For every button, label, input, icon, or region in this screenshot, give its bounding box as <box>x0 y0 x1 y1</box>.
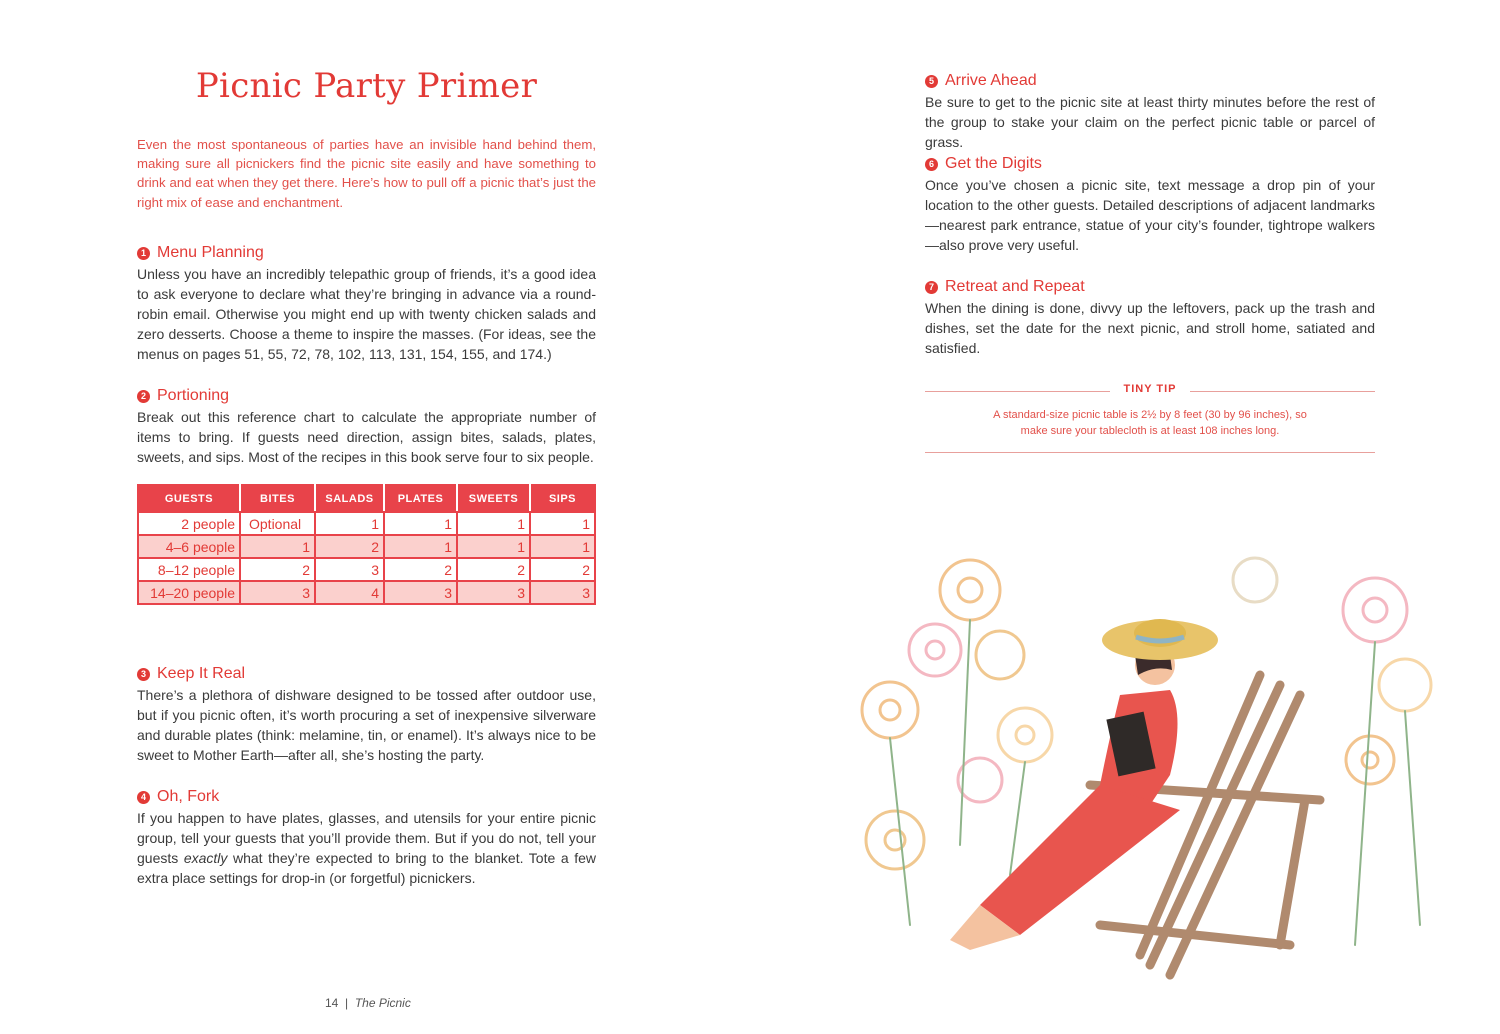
table-cell: 4–6 people <box>138 535 240 558</box>
header-sweets: SWEETS <box>457 485 530 512</box>
table-cell: 3 <box>240 581 315 604</box>
section-retreat-and-repeat <box>925 277 1375 358</box>
picnic-illustration <box>850 545 1450 1005</box>
table-cell: 3 <box>315 558 384 581</box>
header-plates: PLATES <box>384 485 457 512</box>
tip-label: TINY TIP <box>1123 383 1177 395</box>
table-cell: 1 <box>384 512 457 535</box>
header-guests: GUESTS <box>138 485 240 512</box>
table-cell: 1 <box>315 512 384 535</box>
section-keep-it-real <box>137 664 596 765</box>
table-row <box>138 558 595 581</box>
section-body: There’s a plethora of dishware designed to be tossed after outdoor use, but if you picnic often, it’s worth procuring a set of inexpensive silverware and durable plates (think: melamine, tin, or enamel). It’s always nice to be sweet to Mother Earth—after all, she’s hosting the party. <box>137 687 596 763</box>
section-portioning <box>137 386 596 467</box>
section-get-the-digits <box>925 154 1375 255</box>
page-title: Picnic Party Primer <box>195 66 538 106</box>
table-cell: 2 <box>240 558 315 581</box>
table-cell: 2 <box>457 558 530 581</box>
portioning-table <box>137 484 596 605</box>
table-header-row <box>138 485 595 512</box>
table-cell: 1 <box>530 535 595 558</box>
section-oh-fork <box>137 787 596 888</box>
section-body: Once you’ve chosen a picnic site, text message a drop pin of your location to the other guests. Detailed descriptions of adjacent landmarks—nearest park entrance, statue of your city’s founder, tightrope walkers—also prove very useful. <box>925 177 1375 253</box>
table-cell: 3 <box>530 581 595 604</box>
section-arrive-ahead <box>925 71 1375 152</box>
table-cell: 8–12 people <box>138 558 240 581</box>
section-body: Unless you have an incredibly telepathic group of friends, it’s a good idea to ask everyone to declare what they’re bringing in advance via a round-robin email. Otherwise you might end up with twenty chicken salads and zero desserts. Choose a theme to inspire the masses. (For ideas, see the menus on pages 51, 55, 72, 78, 102, 113, 131, 154, 155, and 174.) <box>137 266 596 362</box>
section-heading: Portioning <box>157 387 230 404</box>
section-heading: Retreat and Repeat <box>945 278 1085 295</box>
number-1-icon: 1 <box>137 247 150 260</box>
section-heading: Keep It Real <box>157 665 246 682</box>
page-folio: 14 | The Picnic <box>325 996 411 1010</box>
header-sips: SIPS <box>530 485 595 512</box>
section-menu-planning <box>137 243 596 364</box>
number-6-icon: 6 <box>925 158 938 171</box>
table-cell: Optional <box>240 512 315 535</box>
table-cell: 3 <box>384 581 457 604</box>
header-bites: BITES <box>240 485 315 512</box>
intro-paragraph: Even the most spontaneous of parties have an invisible hand behind them, making sure all picnickers find the picnic site easily and have something to drink and eat when they get there. Here’s how to pull off a picnic that’s just the right mix of ease and enchantment. <box>137 137 596 210</box>
number-3-icon: 3 <box>137 668 150 681</box>
page-number: 14 <box>325 996 339 1010</box>
table-cell: 1 <box>530 512 595 535</box>
section-heading: Get the Digits <box>945 155 1042 172</box>
table-cell: 14–20 people <box>138 581 240 604</box>
table-cell: 2 <box>315 535 384 558</box>
section-body: Be sure to get to the picnic site at least thirty minutes before the rest of the group to stake your claim on the perfect picnic table or parcel of grass. <box>925 94 1375 150</box>
number-5-icon: 5 <box>925 75 938 88</box>
section-body: Break out this reference chart to calculate the appropriate number of items to bring. If guests need direction, assign bites, salads, plates, sweets, and sips. Most of the recipes in this book serve four to six people. <box>137 409 596 465</box>
section-body: If you happen to have plates, glasses, and utensils for your entire picnic group, tell your guests that you’ll provide them. But if you do not, tell your guests exactly what they’re expected to bring to the blanket. Tote a few extra place settings for drop-in (or forgetful) picnickers. <box>137 810 597 886</box>
table-cell: 1 <box>240 535 315 558</box>
section-body: When the dining is done, divvy up the leftovers, pack up the trash and dishes, set the date for the next picnic, and stroll home, satiated and satisfied. <box>925 300 1375 356</box>
table-cell: 1 <box>384 535 457 558</box>
table-cell: 2 people <box>138 512 240 535</box>
section-heading: Arrive Ahead <box>945 72 1037 89</box>
table-cell: 4 <box>315 581 384 604</box>
divider <box>925 452 1375 453</box>
table-row <box>138 512 595 535</box>
section-heading: Menu Planning <box>157 244 264 261</box>
tip-text: A standard-size picnic table is 2½ by 8 feet (30 by 96 inches), so make sure your tablecloth is at least 108 inches long. <box>993 409 1307 437</box>
header-salads: SALADS <box>315 485 384 512</box>
table-cell: 1 <box>457 512 530 535</box>
number-2-icon: 2 <box>137 390 150 403</box>
table-cell: 3 <box>457 581 530 604</box>
table-row <box>138 581 595 604</box>
table-cell: 2 <box>384 558 457 581</box>
table-cell: 1 <box>457 535 530 558</box>
number-7-icon: 7 <box>925 281 938 294</box>
section-heading: Oh, Fork <box>157 788 220 805</box>
table-row <box>138 535 595 558</box>
table-cell: 2 <box>530 558 595 581</box>
section-name: The Picnic <box>354 996 411 1010</box>
number-4-icon: 4 <box>137 791 150 804</box>
